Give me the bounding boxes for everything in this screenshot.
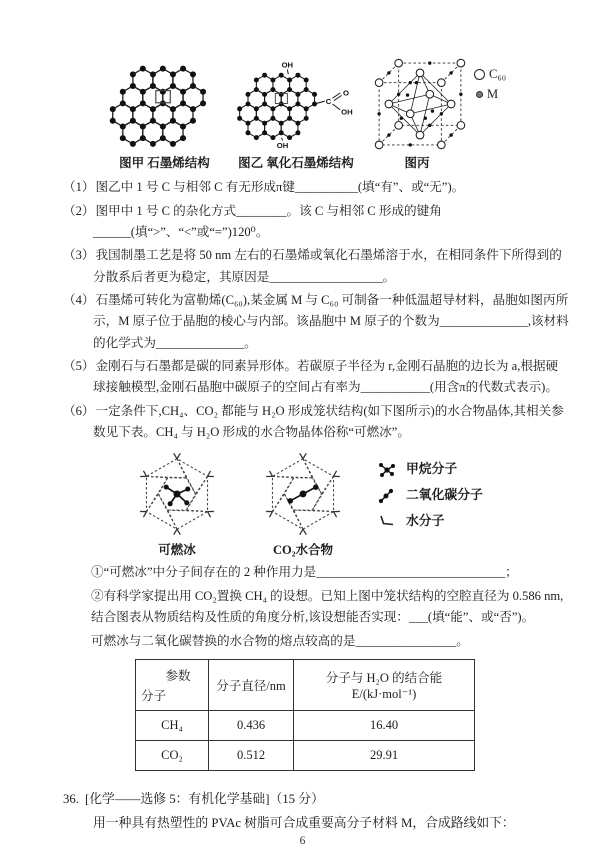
subquestion-2: ②有科学家提出用 CO₂置换 CH₄ 的设想。已知上图中笼状结构的空腔直径为 0.586 nm,结合图表从物质结构及性质的角度分析,该设想能否实现：___(填“能”、或“否”)。: [91, 589, 564, 625]
table-cell-diameter: 0.512: [209, 741, 294, 771]
figure-unit-cell: [370, 56, 506, 171]
question-5: [63, 356, 569, 398]
question-1-number: （1）: [63, 180, 95, 194]
unit-cell-with-legend: [370, 56, 506, 152]
figure-graphene-caption: 图甲 石墨烯结构: [119, 156, 210, 170]
question-3-number: （3）: [63, 248, 95, 263]
table-cell-molecule: CO₂: [136, 741, 209, 771]
question-4-text: 石墨烯可转化为富勒烯(C₆₀),某金属 M 与 C₆₀ 可制备一种低温超导材料，晶胞如图丙所示，M 原子位于晶胞的棱心与内部。该晶胞中 M 原子的个数为______________,该材料的化学式为______________。: [93, 293, 569, 350]
question-6-number: （6）: [63, 404, 95, 419]
m-legend-icon: [476, 91, 483, 98]
legend-co2: [377, 483, 483, 509]
legend-m: [474, 84, 506, 104]
graphene-structure-diagram: [107, 64, 222, 152]
table-header-energy: 分子与 H₂O 的结合能 E/(kJ·mol⁻¹): [294, 660, 475, 711]
figure-combustible-ice-caption: 可燃冰: [158, 543, 196, 558]
table-cell-diameter: 0.436: [209, 711, 294, 741]
question-5-number: （5）: [63, 359, 95, 374]
c60-legend-icon: [474, 69, 485, 80]
figure-combustible-ice: [125, 447, 229, 558]
question-2: [63, 201, 569, 243]
table-corner-header: [136, 660, 209, 711]
corner-header-parameter: 参数: [165, 668, 191, 683]
question-2-text: 图甲中 1 号 C 的杂化方式________。该 C 与相邻 C 形成的键角______(填“>”、“<”或“=”)120⁰。: [93, 203, 442, 239]
co2-hydrate-cage-diagram: [251, 447, 355, 539]
figure-co2-hydrate-caption: CO₂水合物: [273, 543, 333, 558]
parameters-table: [135, 659, 475, 771]
question-6-text: 一定条件下,CH₄、CO₂ 都能与 H₂O 形成笼状结构(如下图所示)的水合物晶体,其相关参数见下表。CH₄ 与 H₂O 形成的水合物晶体俗称“可燃冰”。: [93, 404, 564, 440]
figure-graphene-oxide-caption: 图乙 氧化石墨烯结构: [238, 156, 354, 170]
figure-co2-hydrate: [251, 447, 355, 558]
svg-text:OH: OH: [341, 107, 353, 117]
legend-c60: [474, 64, 506, 84]
legend-water: [377, 509, 483, 535]
table-cell-energy: 16.40: [294, 711, 475, 741]
figure-unit-cell-caption: 图丙: [404, 156, 430, 170]
question-4-number: （4）: [63, 293, 95, 308]
svg-text:O: O: [343, 88, 350, 98]
svg-text:C: C: [325, 97, 332, 106]
subquestion-1: ①“可燃冰”中分子间存在的 2 种作用力是______________________________；: [91, 565, 518, 580]
table-row-co2: [136, 741, 475, 771]
question-36-heading: [63, 788, 569, 810]
page-number: 6: [299, 835, 306, 847]
legend-methane: [377, 457, 483, 483]
m-legend-label: M: [487, 87, 499, 101]
question-36-number: 36.: [63, 792, 79, 806]
question-6: [63, 401, 569, 443]
graphene-oxide-structure-diagram: [232, 56, 360, 152]
question-2-number: （2）: [63, 203, 95, 218]
question-4: [63, 290, 569, 353]
figure-row-hydrates: [125, 447, 569, 558]
figure-graphene: [107, 64, 222, 171]
question-3: [63, 245, 569, 287]
unit-cell-legend: [474, 64, 506, 104]
table-header-row: [136, 660, 475, 711]
legend-water-label: 水分子: [406, 513, 445, 528]
subquestion-3: 可燃冰与二氧化碳替换的水合物的熔点较高的是________________。: [91, 633, 469, 648]
co2-molecule-icon: [377, 488, 397, 504]
combustible-ice-cage-diagram: [125, 447, 229, 539]
svg-text:OH: OH: [276, 141, 289, 151]
hydrate-legend: [377, 457, 483, 534]
table-header-diameter: 分子直径/nm: [209, 660, 294, 711]
question-3-text: 我国制墨工艺是将 50 nm 左右的石墨烯或氧化石墨烯溶于水，在相同条件下所得到的分散系后者更为稳定，其原因是__________________。: [93, 248, 562, 284]
table-cell-energy: 29.91: [294, 741, 475, 771]
question-36-intro: 用一种具有热塑性的 PVAc 树脂可合成重要高分子材料 M，合成路线如下：: [93, 816, 515, 831]
c60-legend-label: C₆₀: [489, 67, 507, 81]
figure-row-structures: [107, 56, 569, 171]
question-5-text: 金刚石与石墨都是碳的同素异形体。若碳原子半径为 r,金刚石晶胞的边长为 a,根据硬球接触模型,金刚石晶胞中碳原子的空间占有率为___________(用含π的代数式表示)。: [93, 359, 559, 395]
corner-header-molecule: 分子: [141, 688, 167, 703]
table-cell-molecule: CH₄: [136, 711, 209, 741]
question-1: [63, 177, 569, 198]
figure-graphene-oxide: [232, 56, 360, 171]
water-molecule-icon: [377, 514, 397, 528]
unit-cell-diagram: [370, 56, 470, 152]
question-1-text: 图乙中 1 号 C 与相邻 C 有无形成π键__________(填“有”、或“无”)。: [95, 180, 465, 194]
legend-methane-label: 甲烷分子: [406, 462, 458, 477]
question-36-title: [化学——选修 5：有机化学基础]（15 分）: [85, 792, 324, 806]
legend-co2-label: 二氧化碳分子: [406, 487, 483, 502]
methane-molecule-icon: [377, 462, 397, 478]
table-row-ch4: [136, 711, 475, 741]
svg-text:OH: OH: [281, 60, 294, 70]
